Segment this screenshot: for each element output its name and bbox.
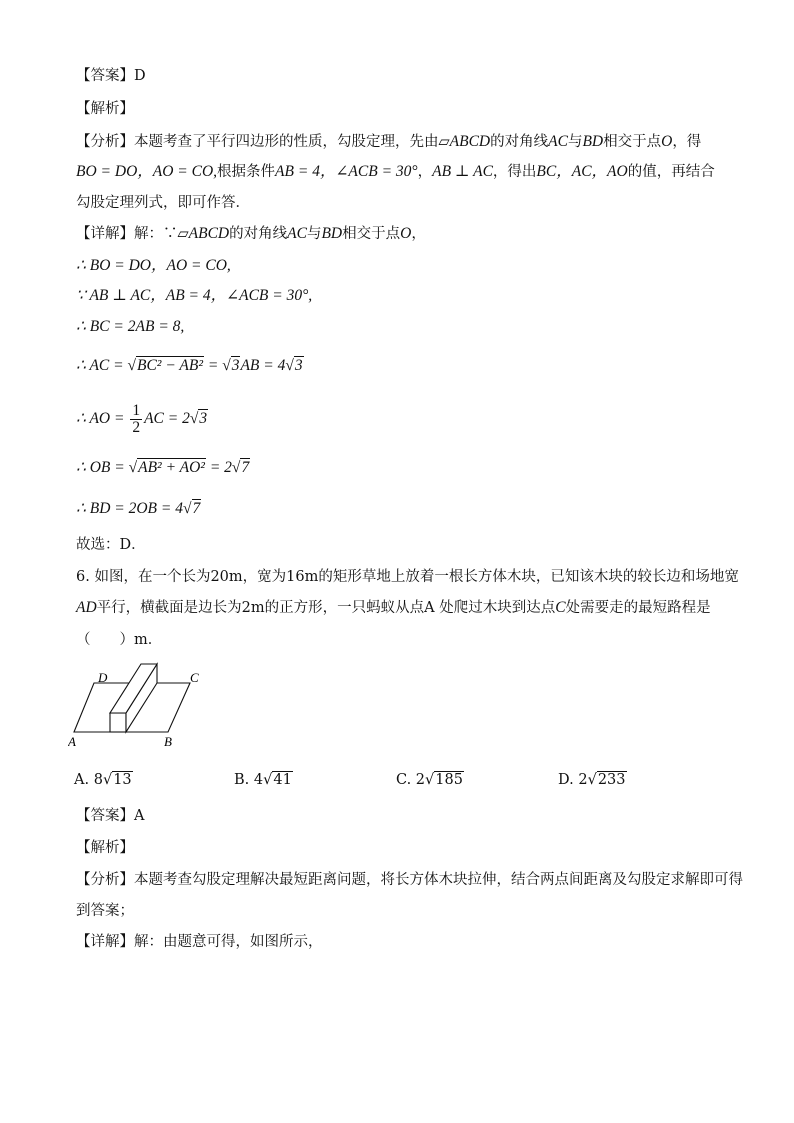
analysis2-line-2: 到答案； [76,903,134,919]
radicand: 3 [199,410,208,428]
text: 平行，横截面是边长为 [96,600,242,616]
option-letter: A. [74,772,90,788]
text: 的对角线 [229,226,288,242]
text: 相交于点 [342,226,401,242]
option-letter: C. [396,772,412,788]
analysis-line-1 [76,132,701,152]
math: C [555,599,566,616]
step-3: ∵ AB ⊥ AC，AB = 4，∠ACB = 30°, [76,287,313,304]
step-4: ∴ BC = 2AB = 8, [76,318,185,335]
fenxi-label: 【分析】 [76,134,134,150]
text: 的矩形草地上放着一根长方体木块，已知该木块的较长边和场地宽 [318,569,739,585]
fenxi-label: 【分析】 [76,872,134,888]
text: 的正方形，一只蚂蚁从点A 处爬过木块到达点 [264,600,556,616]
text: 解：∵ [134,226,178,242]
text: 的值，再结合 [627,164,715,180]
math: BD [321,225,343,242]
fraction [130,403,142,436]
coefficient: 2 [415,772,426,788]
math: BD [582,133,604,150]
step-6: ∴ AO = $\frac{1}{2}$ AC = 2√3 [76,402,208,436]
parallelogram-symbol: ▱ [438,134,450,150]
block-front-face [110,713,126,732]
detail2-line [76,932,323,952]
answer-label: 【答案】 [76,68,134,84]
math: AC [287,225,307,242]
radicand: 3 [231,357,240,374]
text: AB = 4 [240,357,286,374]
answer-value: A [134,808,145,824]
text: 根据条件 [217,164,276,180]
step-5: ∴ AC = √BC² − AB² = √3AB = 4√3 [76,357,303,374]
text: ， [417,164,433,180]
question-6-line-2 [76,598,711,618]
math: BC，AC，AO [536,163,628,180]
text: 6. 如图，在一个长为 [76,569,211,585]
radicand: 7 [241,459,250,476]
answer-line-2 [76,806,144,826]
label-c: C [190,670,199,685]
text: 相交于点 [603,134,662,150]
text: 本题考查勾股定理解决最短距离问题，将长方体木块拉伸，结合两点间距离及勾股定求解即可得 [134,872,743,888]
analysis-line-3: 勾股定理列式，即可作答． [76,195,250,211]
radicand: 185 [435,772,463,788]
radicand: 41 [273,772,292,788]
math: AB = 4，∠ACB = 30° [275,163,418,180]
step-8: ∴ BD = 2OB = 4√7 [76,500,201,517]
text: ∴ AO = [76,410,129,428]
analysis-label-1: 【解析】 [76,101,134,117]
text: AC = 2 [144,410,190,428]
label-b: B [164,734,172,748]
math: O [661,133,673,150]
field-block-figure [68,656,218,748]
text: ∴ OB = [76,459,129,476]
label-d: D [98,670,108,685]
analysis-label-2: 【解析】 [76,840,134,856]
coefficient: 8 [93,772,103,788]
detail-label: 【详解】 [76,934,134,950]
option-b[interactable]: B. 4√41 [234,772,292,788]
radicand: BC² − AB² [137,357,203,374]
text: 解：由题意可得，如图所示， [134,934,323,950]
question-6-line-3: （ ）m． [76,632,163,648]
radicand: AB² + AO² [138,459,205,476]
text: 与 [306,226,322,242]
math: ABCD [188,225,230,242]
coefficient: 4 [253,772,264,788]
option-letter: B. [234,772,250,788]
text: 处需要走的最短路程是 [565,600,711,616]
math: O [400,225,412,242]
math: ABCD [449,133,491,150]
option-d[interactable]: D. 2√233 [558,772,626,788]
radicand: 7 [192,500,201,517]
text: ，宽为 [242,569,287,585]
analysis2-line-1 [76,870,743,890]
numerator: 1 [132,402,141,419]
answer-line-1 [76,66,146,86]
coefficient: 2 [578,772,588,788]
choice-line-1: 故选：D． [76,537,146,553]
denominator: 2 [132,419,141,436]
step-2: ∴ BO = DO，AO = CO, [76,257,231,274]
value: 2m [241,600,265,616]
text: ， [411,226,426,242]
text: ，得 [672,134,702,150]
radicand: 13 [113,772,132,788]
radicand: 3 [294,357,303,374]
detail-line-1 [76,224,426,244]
text: 的对角线 [490,134,549,150]
answer-value: D [134,68,146,84]
radicand: 233 [597,772,626,788]
option-c[interactable]: C. 2√185 [396,772,463,788]
text: ∴ BD = 2OB = 4 [76,500,183,517]
math: BO = DO，AO = CO, [76,163,218,180]
detail-label: 【详解】 [76,226,134,242]
text: = [203,357,223,374]
text: ∴ AC = [76,357,128,374]
analysis-line-2 [76,162,715,182]
math: AD [76,599,97,616]
text: = 2 [205,459,232,476]
text: 本题考查了平行四边形的性质，勾股定理，先由 [134,134,439,150]
label-a: A [68,734,76,748]
parallelogram-symbol: ▱ [177,226,189,242]
text: 与 [567,134,583,150]
question-6-line-1 [76,567,739,587]
value: 16m [286,569,319,585]
value: 20m [210,569,243,585]
answer-label: 【答案】 [76,808,134,824]
option-letter: D. [558,772,574,788]
text: ，得出 [492,164,537,180]
math: AC [548,133,568,150]
math: AB ⊥ AC [432,163,493,180]
option-a[interactable]: A. 8√13 [74,772,132,788]
step-7: ∴ OB = √AB² + AO² = 2√7 [76,459,250,476]
